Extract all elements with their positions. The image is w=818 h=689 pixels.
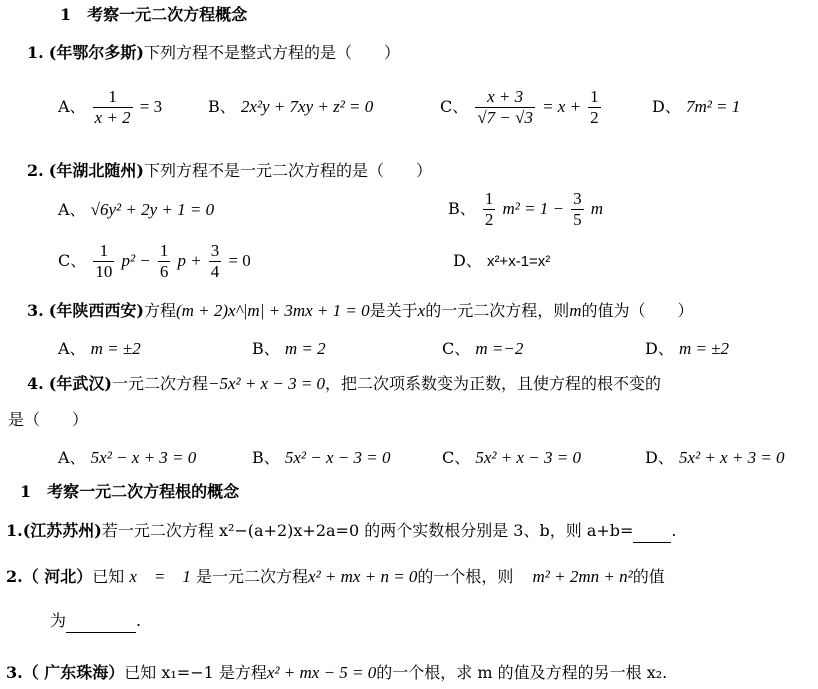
root-question-2 xyxy=(6,566,665,588)
math-expr: m =−2 xyxy=(475,339,524,358)
fraction: $\frac{3}{4}$ xyxy=(210,241,220,281)
option-label: B、 xyxy=(252,339,280,358)
question-source: (年武汉) xyxy=(48,374,112,393)
question-source: (年陕西西安) xyxy=(48,301,144,320)
period: . xyxy=(671,521,677,540)
q3-option-c xyxy=(442,338,523,360)
question-source: (江苏苏州) xyxy=(22,521,102,540)
math-var: m xyxy=(569,301,582,320)
question-stem: 的一元二次方程，则 xyxy=(425,301,570,320)
question-stem: ，把二次项系数变为正数，且使方程的根不变的 xyxy=(325,374,662,393)
option-label: D、 xyxy=(645,448,674,467)
math-expr: −5x² + x − 3 = 0 xyxy=(207,374,326,393)
question-stem: 下列方程不是整式方程的是（ ） xyxy=(143,43,400,62)
question-source: （ 广东珠海） xyxy=(22,663,125,682)
option-label: C、 xyxy=(442,339,471,358)
math-expr: m xyxy=(590,199,603,218)
q2-option-c xyxy=(58,238,251,284)
math-expr: x = 1 xyxy=(129,567,191,586)
question-stem: 方程 xyxy=(143,301,176,320)
fraction: $\frac{1}{6}$ xyxy=(159,241,169,281)
question-stem: 若一元二次方程 x²−(a+2)x+2a=0 的两个实数根分别是 3、b，则 a+b= xyxy=(101,521,634,540)
question-source: (年鄂尔多斯) xyxy=(48,43,144,62)
fraction: $\frac{1}{x + 2}$ xyxy=(94,87,131,127)
q2-option-d xyxy=(453,250,550,273)
math-expr: 5x² − x + 3 = 0 xyxy=(90,448,197,467)
math-expr: m² + 2mn + n² xyxy=(532,567,633,586)
q1-option-c xyxy=(440,84,603,130)
option-label: C、 xyxy=(58,251,87,270)
question-number: 2. xyxy=(27,161,44,180)
option-label: D、 xyxy=(652,97,681,116)
q4-option-c xyxy=(442,447,581,469)
option-label: A、 xyxy=(58,97,86,116)
option-label: B、 xyxy=(448,199,476,218)
fraction: $\frac{3}{5}$ xyxy=(573,189,582,229)
q3-option-a xyxy=(58,338,141,360)
math-expr: x² + mx + n = 0 xyxy=(308,567,418,586)
question-3 xyxy=(27,300,694,322)
math-expr: √6y² + 2y + 1 = 0 xyxy=(90,200,215,219)
math-expr: 2x²y + 7xy + z² = 0 xyxy=(240,97,374,116)
question-source: （ 河北） xyxy=(22,567,93,586)
question-2 xyxy=(27,160,432,182)
math-expr: = 3 xyxy=(139,97,163,116)
question-stem: 是关于 xyxy=(369,301,418,320)
question-number: 1. xyxy=(6,521,23,540)
q2-option-b xyxy=(448,186,603,232)
math-expr: x² + mx − 5 = 0 xyxy=(266,663,377,682)
math-expr: 5x² + x + 3 = 0 xyxy=(678,448,785,467)
q4-option-d xyxy=(645,447,785,469)
root-question-1 xyxy=(6,520,677,543)
question-stem: 的一个根，求 m 的值及方程的另一根 x₂. xyxy=(376,663,668,682)
q4-option-a xyxy=(58,447,196,469)
q4-option-b xyxy=(252,447,390,469)
q1-option-d xyxy=(652,96,740,118)
period: . xyxy=(136,611,142,630)
q1-option-a xyxy=(58,84,162,130)
question-1 xyxy=(27,42,400,64)
math-expr: = 0 xyxy=(228,251,251,270)
option-label: D、 xyxy=(453,251,482,270)
root-question-2-line2 xyxy=(50,610,141,633)
question-number: 3. xyxy=(27,301,44,320)
answer-blank[interactable] xyxy=(66,610,136,633)
question-stem: 的值为（ ） xyxy=(581,301,694,320)
question-4-line2: 是（ ） xyxy=(8,410,89,429)
question-number: 3. xyxy=(6,663,23,682)
math-var: x xyxy=(417,301,426,320)
option-label: A、 xyxy=(58,339,86,358)
math-expr: 5x² − x − 3 = 0 xyxy=(284,448,391,467)
section-title-2: 1 考察一元二次方程根的概念 xyxy=(20,482,240,501)
fraction: $\frac{1}{2}$ xyxy=(484,189,494,229)
question-number: 2. xyxy=(6,567,23,586)
question-number: 4. xyxy=(27,374,44,393)
fraction: $\frac{1}{2}$ xyxy=(590,87,599,127)
math-expr: p + xyxy=(177,251,202,270)
question-4 xyxy=(27,373,661,395)
math-expr: (m + 2)x^|m| + 3mx + 1 = 0 xyxy=(175,301,370,320)
root-question-3 xyxy=(6,662,667,684)
question-stem: 已知 x₁=−1 是方程 xyxy=(124,663,267,682)
q3-option-b xyxy=(252,338,326,360)
option-label: C、 xyxy=(442,448,471,467)
math-expr: x²+x-1=x² xyxy=(486,253,551,270)
fraction: $\frac{x + 3}{√7 - √3}$ xyxy=(477,87,533,127)
math-expr: 7m² = 1 xyxy=(685,97,741,116)
q2-option-a xyxy=(58,199,214,221)
question-stem: 为 xyxy=(50,611,67,630)
option-label: A、 xyxy=(58,448,86,467)
option-label: D、 xyxy=(645,339,674,358)
math-expr: m = 2 xyxy=(284,339,326,358)
fraction: $\frac{1}{10}$ xyxy=(95,241,113,281)
question-stem: 下列方程不是一元二次方程的是（ ） xyxy=(143,161,432,180)
question-stem: 是一元二次方程 xyxy=(196,567,309,586)
question-source: (年湖北随州) xyxy=(48,161,144,180)
q1-option-b xyxy=(208,96,373,118)
math-expr: = x + xyxy=(542,97,582,116)
q3-option-d xyxy=(645,338,729,360)
option-label: A、 xyxy=(58,200,86,219)
math-expr: 5x² + x − 3 = 0 xyxy=(475,448,581,467)
math-expr: m = ±2 xyxy=(90,339,141,358)
math-expr: m = ±2 xyxy=(678,339,730,358)
option-label: C、 xyxy=(440,97,469,116)
section-title-1: 1 考察一元二次方程概念 xyxy=(60,5,248,24)
question-stem: 已知 xyxy=(92,567,125,586)
math-expr: m² = 1 − xyxy=(502,199,565,218)
option-label: B、 xyxy=(208,97,236,116)
question-number: 1. xyxy=(27,43,44,62)
math-expr: p² − xyxy=(121,251,151,270)
question-stem: 的值 xyxy=(632,567,665,586)
question-stem: 的一个根，则 xyxy=(417,567,514,586)
option-label: B、 xyxy=(252,448,280,467)
answer-blank[interactable] xyxy=(633,520,671,543)
question-stem: 一元二次方程 xyxy=(111,374,208,393)
